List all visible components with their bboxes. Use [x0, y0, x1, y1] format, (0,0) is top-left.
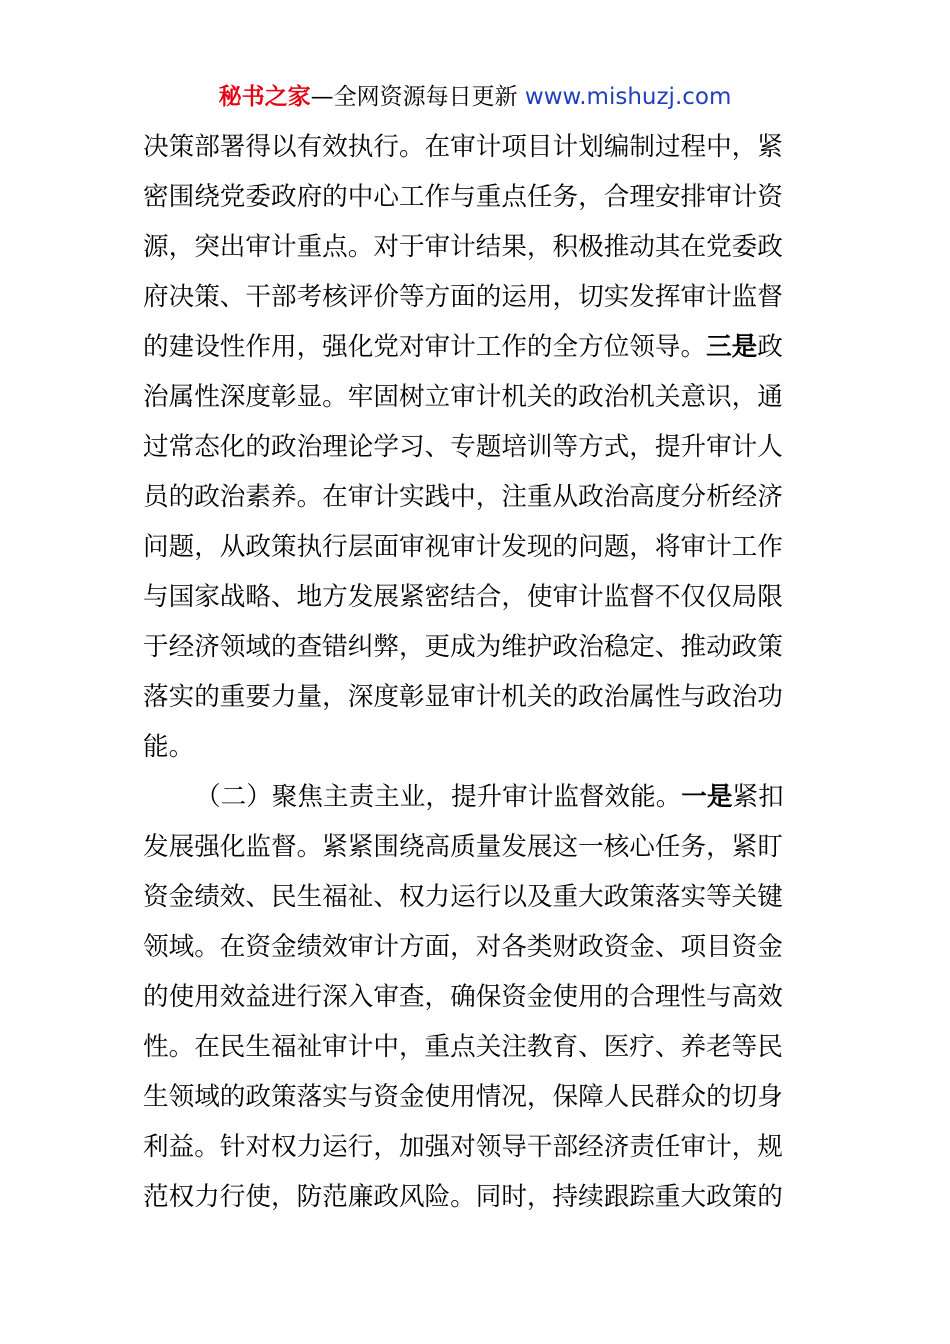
emphasis-ordinal: 一是	[681, 782, 733, 812]
text-line: 源，突出审计重点。对于审计结果，积极推动其在党委政	[143, 232, 783, 262]
site-url-link[interactable]: www.mishuzj.com	[524, 84, 732, 110]
text-line: 决策部署得以有效执行。在审计项目计划编制过程中，紧	[143, 132, 783, 162]
text-line: 密围绕党委政府的中心工作与重点任务，合理安排审计资	[143, 182, 783, 212]
text-line: 能。	[143, 732, 195, 762]
document-body	[143, 122, 808, 1222]
text-line: 治属性深度彰显。牢固树立审计机关的政治机关意识，通	[143, 382, 783, 412]
site-header-banner	[0, 80, 950, 114]
text-line: 与国家战略、地方发展紧密结合，使审计监督不仅仅局限	[143, 582, 783, 612]
section-heading: （二）聚焦主责主业，提升审计监督效能。	[195, 782, 682, 812]
text-line: 范权力行使，防范廉政风险。同时，持续跟踪重大政策的	[143, 1182, 783, 1212]
text-line: 发展强化监督。紧紧围绕高质量发展这一核心任务，紧盯	[143, 832, 783, 862]
text-segment: 政	[757, 332, 783, 362]
text-line: 资金绩效、民生福祉、权力运行以及重大政策落实等关键	[143, 882, 783, 912]
text-line: 过常态化的政治理论学习、专题培训等方式，提升审计人	[143, 432, 783, 462]
emphasis-ordinal: 三是	[706, 332, 758, 362]
text-line: 利益。针对权力运行，加强对领导干部经济责任审计，规	[143, 1132, 783, 1162]
text-line: 生领域的政策落实与资金使用情况，保障人民群众的切身	[143, 1082, 783, 1112]
header-tagline: —全网资源每日更新	[310, 84, 525, 110]
text-line: 员的政治素养。在审计实践中，注重从政治高度分析经济	[143, 482, 783, 512]
text-line: 问题，从政策执行层面审视审计发现的问题，将审计工作	[143, 532, 783, 562]
text-line: 的使用效益进行深入审查，确保资金使用的合理性与高效	[143, 982, 783, 1012]
text-line: 落实的重要力量，深度彰显审计机关的政治属性与政治功	[143, 682, 783, 712]
text-line: 性。在民生福祉审计中，重点关注教育、医疗、养老等民	[143, 1032, 783, 1062]
text-segment: 紧扣	[732, 782, 784, 812]
text-line	[143, 322, 808, 372]
text-line: 府决策、干部考核评价等方面的运用，切实发挥审计监督	[143, 282, 783, 312]
text-line: 领域。在资金绩效审计方面，对各类财政资金、项目资金	[143, 932, 783, 962]
text-segment: 的建设性作用，强化党对审计工作的全方位领导。	[143, 332, 707, 362]
section-heading-line	[143, 772, 808, 822]
text-line: 于经济领域的查错纠弊，更成为维护政治稳定、推动政策	[143, 632, 783, 662]
brand-name: 秘书之家	[218, 84, 311, 110]
